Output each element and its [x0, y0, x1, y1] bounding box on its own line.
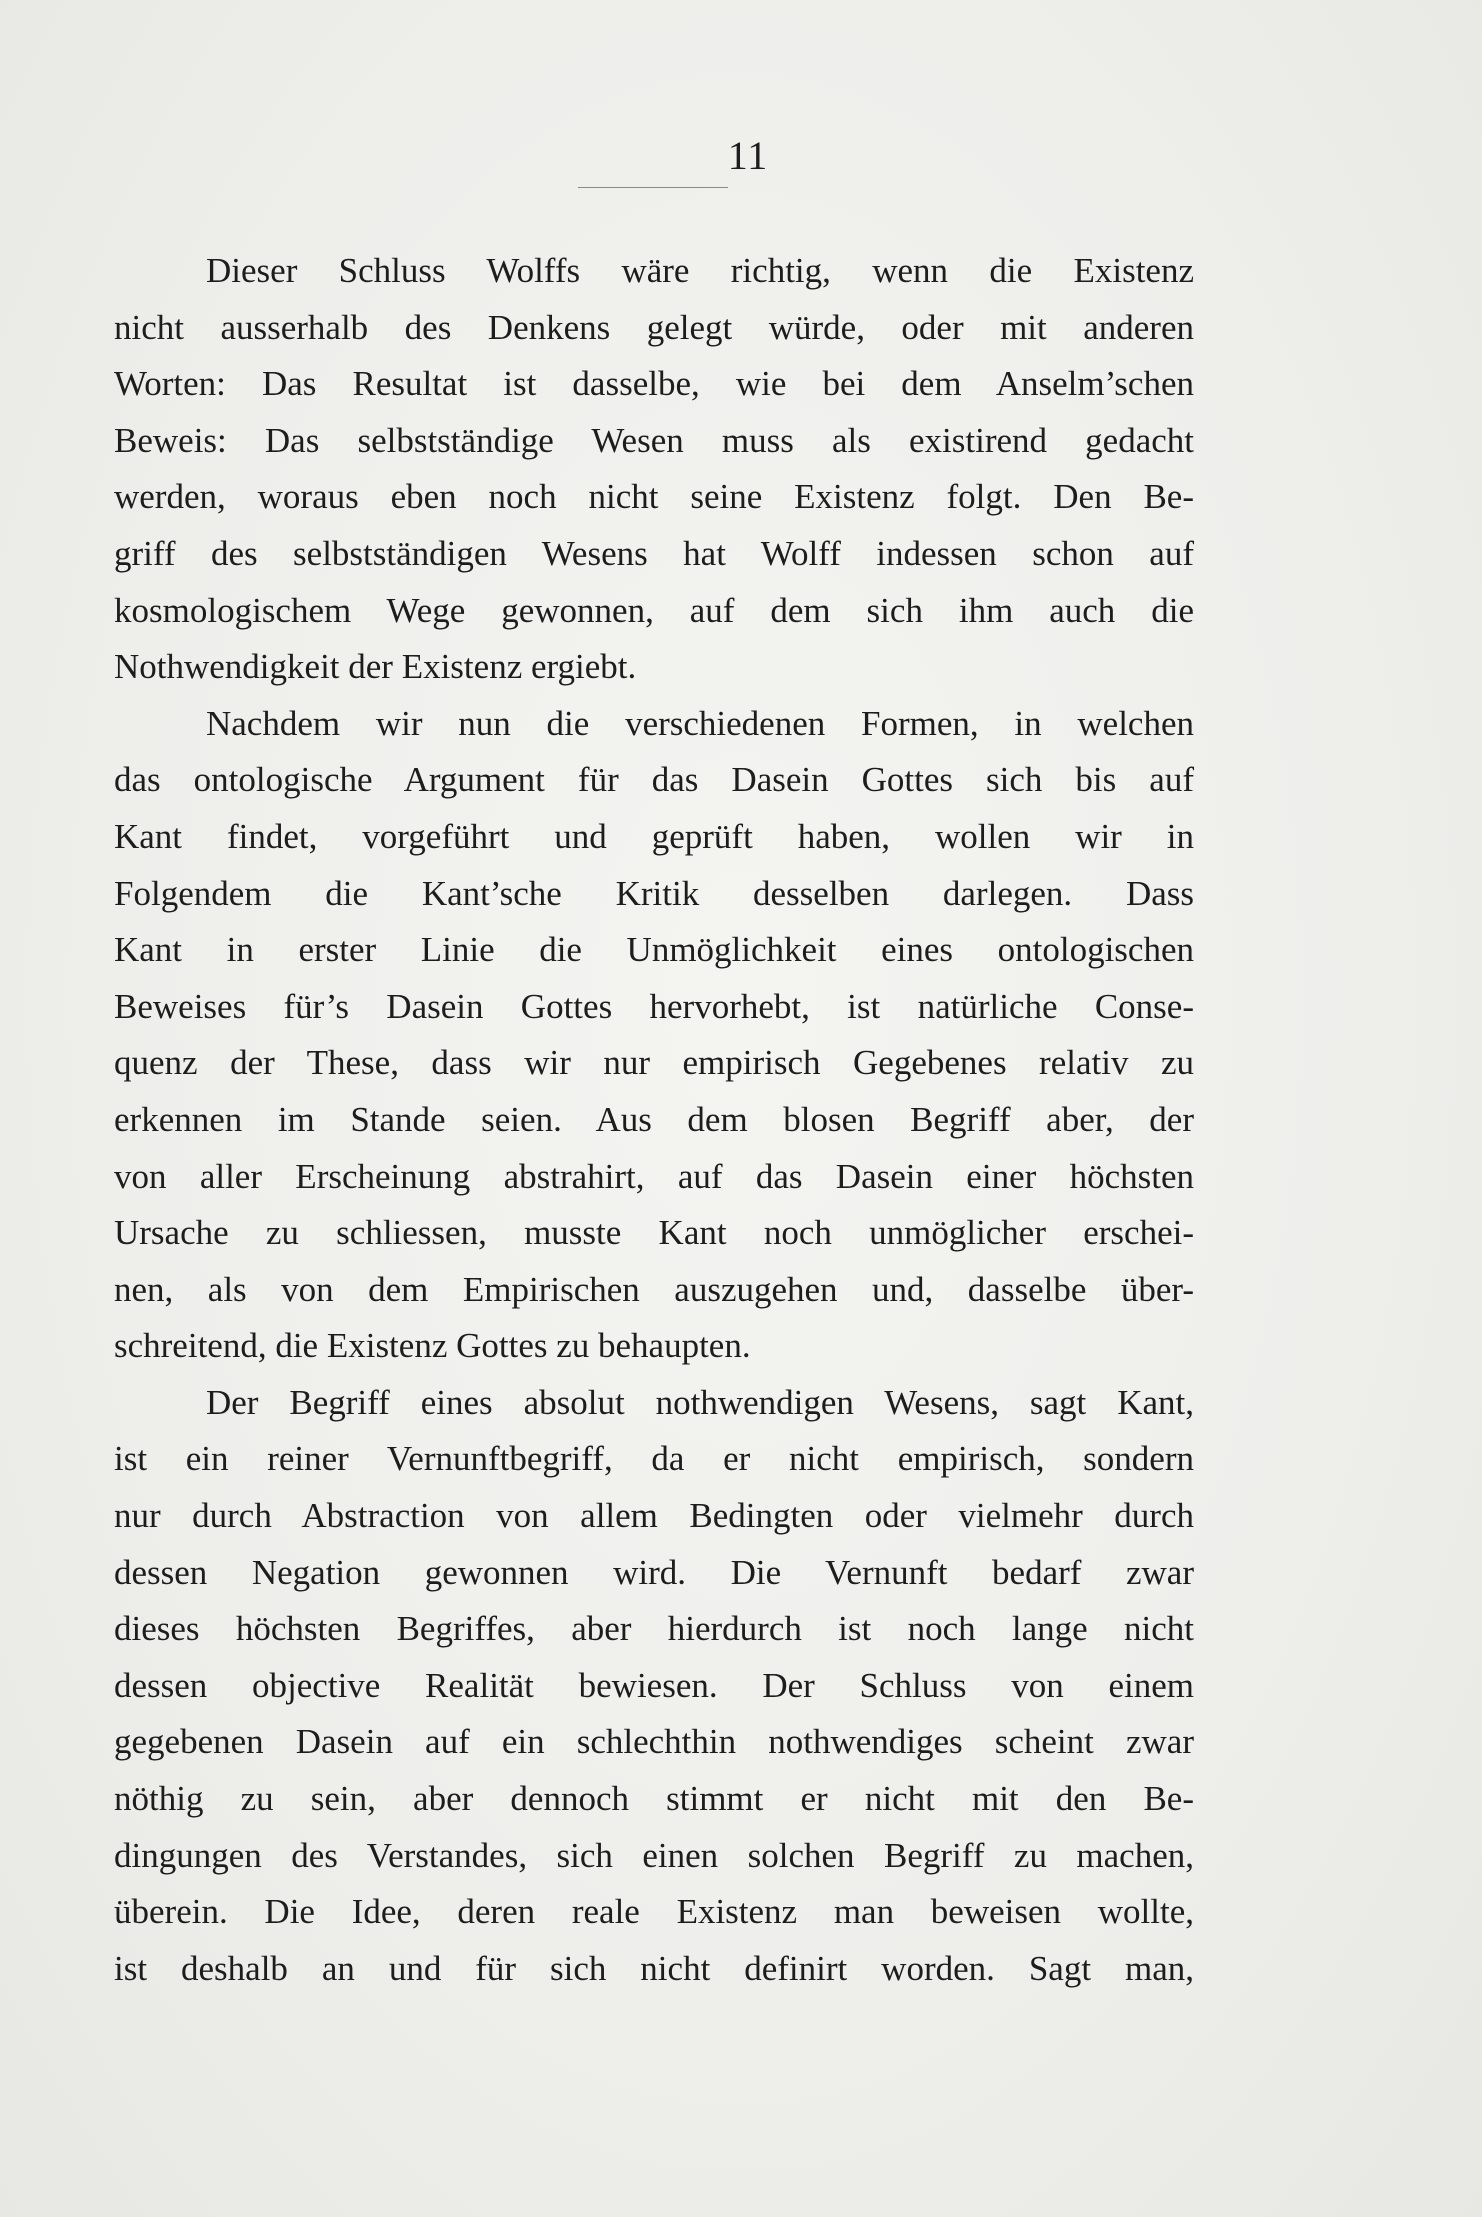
text-line: quenz der These, dass wir nur empirisch Gegebenes relativ zu — [114, 1043, 1194, 1083]
text-line: das ontologische Argument für das Dasein Gottes sich bis auf — [114, 760, 1194, 800]
text-line: dessen Negation gewonnen wird. Die Vernunft bedarf zwar — [114, 1552, 1194, 1592]
text-line: griff des selbstständigen Wesens hat Wolff indessen schon auf — [114, 533, 1194, 573]
text-line: Kant in erster Linie die Unmöglichkeit eines ontologischen — [114, 930, 1194, 970]
text-line: Nothwendigkeit der Existenz ergiebt. — [114, 647, 637, 687]
page-number: 11 — [727, 133, 769, 178]
text-line: Ursache zu schliessen, musste Kant noch unmöglicher erschei- — [114, 1213, 1194, 1253]
text-line: Beweises für’s Dasein Gottes hervorhebt, ist natürliche Conse- — [114, 986, 1194, 1026]
text-line: Worten: Das Resultat ist dasselbe, wie bei dem Anselm’schen — [114, 364, 1194, 404]
text-line: nicht ausserhalb des Denkens gelegt würde, oder mit anderen — [114, 307, 1194, 347]
text-line: dessen objective Realität bewiesen. Der Schluss von einem — [114, 1665, 1194, 1705]
body-text — [114, 243, 1194, 1997]
page-header — [0, 132, 1482, 179]
text-line: von aller Erscheinung abstrahirt, auf das Dasein einer höchsten — [114, 1156, 1194, 1196]
text-line: werden, woraus eben noch nicht seine Existenz folgt. Den Be- — [114, 477, 1194, 517]
text-line: kosmologischem Wege gewonnen, auf dem sich ihm auch die — [114, 590, 1194, 630]
text-line: ist ein reiner Vernunftbegriff, da er nicht empirisch, sondern — [114, 1439, 1194, 1479]
text-line: Nachdem wir nun die verschiedenen Formen, in welchen — [206, 703, 1194, 743]
text-line: Der Begriff eines absolut nothwendigen Wesens, sagt Kant, — [206, 1382, 1194, 1422]
text-line: erkennen im Stande seien. Aus dem blosen Begriff aber, der — [114, 1099, 1194, 1139]
text-line: überein. Die Idee, deren reale Existenz man beweisen wollte, — [114, 1892, 1194, 1932]
text-line: nur durch Abstraction von allem Bedingten oder vielmehr durch — [114, 1496, 1194, 1536]
text-line: ist deshalb an und für sich nicht definirt worden. Sagt man, — [114, 1948, 1194, 1988]
text-line: Dieser Schluss Wolffs wäre richtig, wenn die Existenz — [206, 251, 1194, 290]
text-line: schreitend, die Existenz Gottes zu behaupten. — [114, 1326, 751, 1366]
header-rule — [578, 187, 728, 188]
text-line: dieses höchsten Begriffes, aber hierdurch ist noch lange nicht — [114, 1609, 1194, 1649]
text-line: Beweis: Das selbstständige Wesen muss als existirend gedacht — [114, 420, 1194, 460]
text-line: Kant findet, vorgeführt und geprüft haben, wollen wir in — [114, 816, 1194, 856]
text-line: dingungen des Verstandes, sich einen solchen Begriff zu machen, — [114, 1835, 1194, 1875]
text-line: Folgendem die Kant’sche Kritik desselben darlegen. Dass — [114, 873, 1194, 913]
text-line: nen, als von dem Empirischen auszugehen und, dasselbe über- — [114, 1269, 1194, 1309]
text-line: nöthig zu sein, aber dennoch stimmt er nicht mit den Be- — [114, 1779, 1194, 1819]
text-line: gegebenen Dasein auf ein schlechthin nothwendiges scheint zwar — [114, 1722, 1194, 1762]
